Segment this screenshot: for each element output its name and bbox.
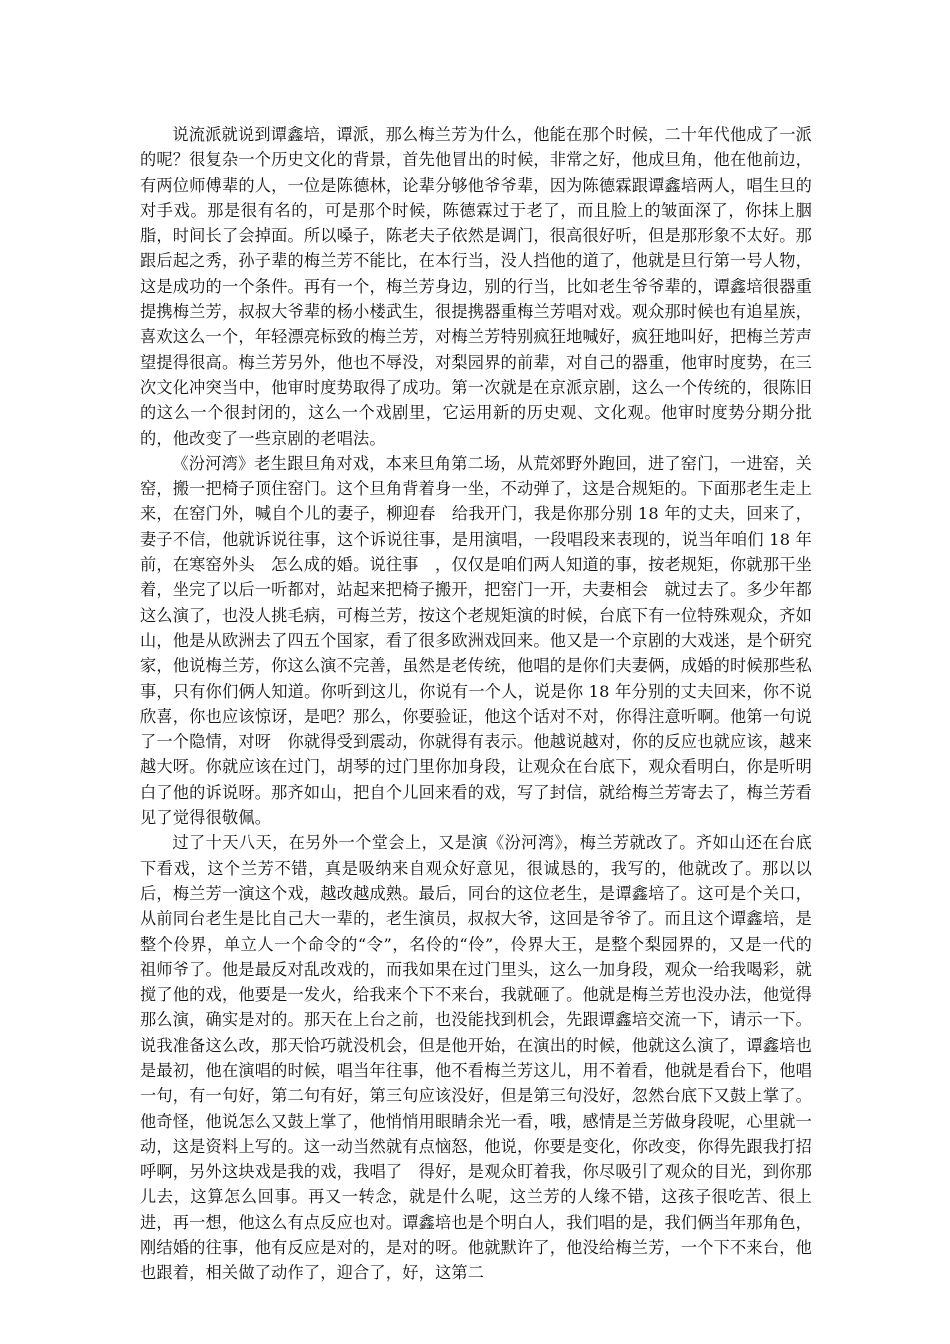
paragraph-2: 《汾河湾》老生跟旦角对戏，本来旦角第二场，从荒郊野外跑回，进了窑门，一进窑，关窑，搬一把椅子顶住窑门。这个旦角背着身一坐，不动弹了，这是合规矩的。下面那老生走上来，在窑门外，喊自个儿的妻子，柳迎春 给我开门，我是你那分别 18 年的丈夫，回来了，妻子不信，他就诉说往事，这个诉说往事，是用演唱，一段唱段来表现的，说当年咱们 18 年前，在寒窑外头 怎么成的婚。说往事 ，仅仅是咱们两人知道的事，按老规矩，你就那干坐着，坐完了以后一听都对，站起来把椅子搬开，把窑门一开，夫妻相会 就过去了。多少年都这么演了，也没人挑毛病，可梅兰芳，按这个老规矩演的时候，台底下有一位特殊观众，齐如山，他是从欧洲去了四五个国家，看了很多欧洲戏回来。他又是一个京剧的大戏迷，是个研究家，他说梅兰芳，你这么演不完善，虽然是老传统，他唱的是你们夫妻俩，成婚的时候那些私事，只有你们俩人知道。你听到这儿，你说有一个人，说是你 18 年分别的丈夫回来，你不说欣喜，你也应该惊讶，是吧？那么，你要验证，他这个话对不对，你得注意听啊。他第一句说了一个隐情，对呀 你就得受到震动，你就得有表示。他越说越对，你的反应也就应该，越来越大呀。你就应该在过门，胡琴的过门里你加身段，让观众在台底下，观众看明白，你是听明白了他的诉说呀。那齐如山，把自个儿回来看的戏，写了封信，就给梅兰芳寄去了，梅兰芳看见了觉得很敬佩。 — [140, 453, 812, 828]
paragraph-3: 过了十天八天，在另外一个堂会上，又是演《汾河湾》，梅兰芳就改了。齐如山还在台底下看戏，这个兰芳不错，真是吸纳来自观众好意见，很诚恳的，我写的，他就改了。那以以后，梅兰芳一演这个戏，越改越成熟。最后，同台的这位老生，是谭鑫培了。这可是个关口，从前同台老生是比自己大一辈的，老生演员，叔叔大爷，这回是爷爷了。而且这个谭鑫培，是整个伶界，单立人一个命令的“令”，名伶的“伶”，伶界大王，是整个梨园界的，又是一代的祖师爷了。他是最反对乱改戏的，而我如果在过门里头，这么一加身段，观众一给我喝彩，就搅了他的戏，他要是一发火，给我来个下不来台，我就砸了。他就是梅兰芳也没办法，他觉得那么演，确实是对的。那天在上台之前，也没能找到机会，先跟谭鑫培交流一下，请示一下。说我准备这么改，那天恰巧就没机会，但是他开始，在演出的时候，他就这么演了，谭鑫培也是最初，他在演唱的时候，唱当年往事，他不看梅兰芳这儿，用不着看，他就是看台下，他唱一句，有一句好，第二句有好，第三句应该没好，但是第三句没好，忽然台底下又鼓上掌了。他奇怪，他说怎么又鼓上掌了，他悄悄用眼睛余光一看，哦，感情是兰芳做身段呢，心里就一动，这是资料上写的。这一动当然就有点恼怒，他说，你要是变化，你改变，你得先跟我打招呼啊，另外这块戏是我的戏，我唱了 得好，是观众盯着我，你尽吸引了观众的目光，到你那儿去，这算怎么回事。再又一转念，就是什么呢，这兰芳的人缘不错，这孩子很吃苦、很上进，再一想，他这么有点反应也对。谭鑫培也是个明白人，我们唱的是，我们俩当年那角色，刚结婚的往事，他有反应是对的，是对的呀。他就默许了，他没给梅兰芳，一个下不来台，他也跟着，相关做了动作了，迎合了，好，这第二 — [140, 833, 812, 1283]
paragraph-1: 说流派就说到谭鑫培，谭派，那么梅兰芳为什么，他能在那个时候，二十年代他成了一派的呢？很复杂一个历史文化的背景，首先他冒出的时候，非常之好，他成旦角，他在他前边，有两位师傅辈的人，一位是陈德林，论辈分够他爷爷辈，因为陈德霖跟谭鑫培两人，唱生旦的对手戏。那是很有名的，可是那个时候，陈德霖过于老了，而且脸上的皱面深了，你抹上胭脂，时间长了会掉面。所以嗓子，陈老夫子依然是调门，很高很好听，但是那形象不太好。那跟后起之秀，孙子辈的梅兰芳不能比，在本行当，没人挡他的道了，他就是旦行第一号人物，这是成功的一个条件。再有一个，梅兰芳身边，别的行当，比如老生爷爷辈的，谭鑫培很器重提携梅兰芳，叔叔大爷辈的杨小楼武生，很提携器重梅兰芳唱对戏。观众那时候也有追星族，喜欢这么一个，年轻漂亮标致的梅兰芳，对梅兰芳特别疯狂地喊好，疯狂地叫好，把梅兰芳声望提得很高。梅兰芳另外，他也不辱没，对梨园界的前辈，对自己的器重，他审时度势，在三次文化冲突当中，他审时度势取得了成功。第一次就是在京派京剧，这么一个传统的，很陈旧的这么一个很封闭的，这么一个戏剧里，它运用新的历史观、文化观。他审时度势分期分批的，他改变了一些京剧的老唱法。 — [140, 125, 812, 448]
document-page — [140, 122, 812, 1286]
